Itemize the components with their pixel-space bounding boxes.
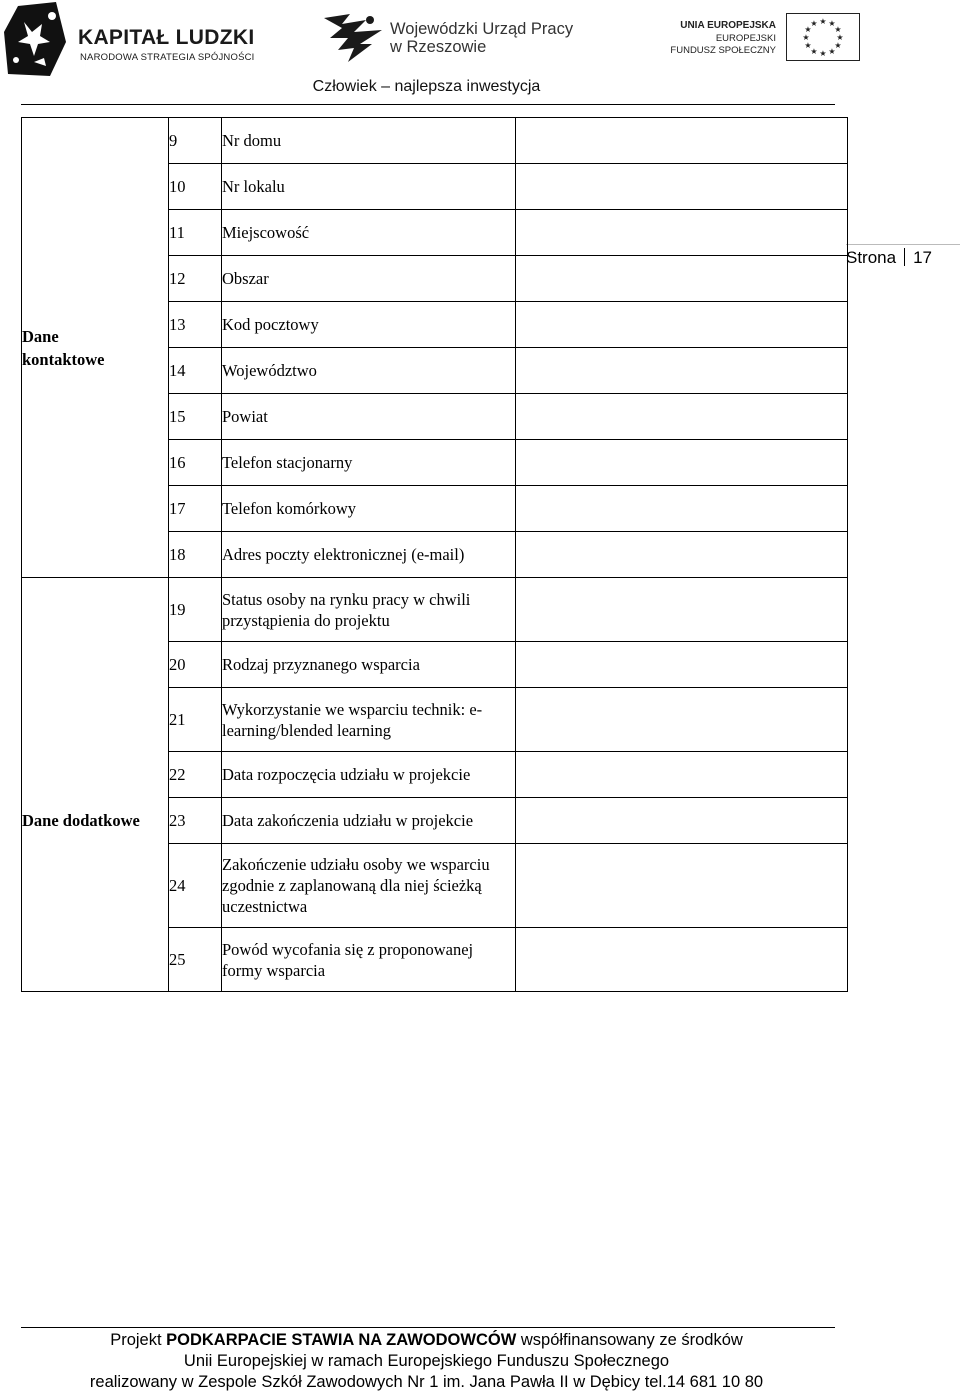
svg-text:★: ★ bbox=[810, 19, 818, 28]
row-label: Zakończenie udziału osoby we wsparciu zgodnie z zaplanowaną dla niej ścieżką uczestnictwa bbox=[222, 844, 516, 928]
row-label: Data rozpoczęcia udziału w projekcie bbox=[222, 752, 516, 798]
row-label: Nr lokalu bbox=[222, 164, 516, 210]
svg-text:★: ★ bbox=[834, 41, 842, 50]
row-label: Kod pocztowy bbox=[222, 302, 516, 348]
table-row bbox=[22, 844, 848, 928]
row-number: 13 bbox=[169, 302, 222, 348]
row-number: 23 bbox=[169, 798, 222, 844]
row-label: Data zakończenia udziału w projekcie bbox=[222, 798, 516, 844]
row-number: 15 bbox=[169, 394, 222, 440]
svg-text:★: ★ bbox=[834, 25, 842, 34]
eu-line3: FUNDUSZ SPOŁECZNY bbox=[670, 45, 776, 56]
kapital-ludzki-title: KAPITAŁ LUDZKI bbox=[78, 26, 255, 49]
row-number: 16 bbox=[169, 440, 222, 486]
svg-text:★: ★ bbox=[836, 33, 844, 42]
row-label: Telefon komórkowy bbox=[222, 486, 516, 532]
row-label: Adres poczty elektronicznej (e-mail) bbox=[222, 532, 516, 578]
group-contact-line1: Dane bbox=[22, 326, 59, 346]
kapital-ludzki-subtitle: NARODOWA STRATEGIA SPÓJNOŚCI bbox=[80, 52, 255, 63]
footer-line-3: realizowany w Zespole Szkół Zawodowych Nr 1 im. Jana Pawła II w Dębicy tel.14 681 10 80 bbox=[89, 1373, 764, 1391]
value-cell-support-type[interactable] bbox=[516, 642, 848, 688]
row-label: Status osoby na rynku pracy w chwili przystąpienia do projektu bbox=[222, 578, 516, 642]
value-cell-end-date[interactable] bbox=[516, 798, 848, 844]
row-label: Miejscowość bbox=[222, 210, 516, 256]
svg-text:★: ★ bbox=[804, 25, 812, 34]
kapital-ludzki-emblem-icon bbox=[4, 2, 68, 76]
row-label: Obszar bbox=[222, 256, 516, 302]
value-cell-postal-code[interactable] bbox=[516, 302, 848, 348]
value-cell-elearning[interactable] bbox=[516, 688, 848, 752]
footer-divider bbox=[21, 1327, 835, 1328]
footer-line-1 bbox=[0, 1331, 853, 1350]
value-cell-email[interactable] bbox=[516, 532, 848, 578]
table-row bbox=[22, 798, 848, 844]
svg-text:★: ★ bbox=[810, 47, 818, 56]
value-cell-planned-completion[interactable] bbox=[516, 844, 848, 928]
row-label: Powód wycofania się z proponowanej formy wsparcia bbox=[222, 928, 516, 992]
svg-text:★: ★ bbox=[802, 33, 810, 42]
footer-line1-suffix: współfinansowany ze środków bbox=[516, 1331, 743, 1349]
header-divider bbox=[21, 104, 835, 105]
value-cell-area[interactable] bbox=[516, 256, 848, 302]
row-number: 24 bbox=[169, 844, 222, 928]
participant-data-table bbox=[21, 117, 848, 992]
page-number bbox=[846, 248, 932, 268]
row-label: Województwo bbox=[222, 348, 516, 394]
group-additional-spacer-bottom bbox=[22, 844, 169, 992]
svg-text:★: ★ bbox=[828, 19, 836, 28]
eu-flag-icon bbox=[786, 13, 860, 61]
eu-social-fund-logo bbox=[668, 12, 864, 66]
row-number: 25 bbox=[169, 928, 222, 992]
row-number: 10 bbox=[169, 164, 222, 210]
group-additional-spacer-top bbox=[22, 578, 169, 798]
row-number: 21 bbox=[169, 688, 222, 752]
row-number: 20 bbox=[169, 642, 222, 688]
footer-project-name: PODKARPACIE STAWIA NA ZAWODOWCÓW bbox=[166, 1331, 517, 1349]
wup-name-line2: w Rzeszowie bbox=[390, 38, 487, 56]
footer-line1-prefix: Projekt bbox=[110, 1331, 167, 1349]
table-row bbox=[22, 578, 848, 642]
svg-text:★: ★ bbox=[819, 17, 827, 26]
page-number-rule bbox=[846, 244, 960, 245]
row-label: Nr domu bbox=[222, 118, 516, 164]
row-number: 12 bbox=[169, 256, 222, 302]
footer-line-2: Unii Europejskiej w ramach Europejskiego Funduszu Społecznego bbox=[183, 1352, 670, 1370]
value-cell-landline[interactable] bbox=[516, 440, 848, 486]
row-number: 18 bbox=[169, 532, 222, 578]
group-additional-data: Dane dodatkowe bbox=[22, 798, 169, 844]
page-number-separator bbox=[904, 248, 905, 266]
row-label: Telefon stacjonarny bbox=[222, 440, 516, 486]
value-cell-mobile[interactable] bbox=[516, 486, 848, 532]
group-contact-data bbox=[22, 118, 169, 578]
kapital-ludzki-logo bbox=[4, 2, 264, 76]
row-number: 9 bbox=[169, 118, 222, 164]
row-number: 14 bbox=[169, 348, 222, 394]
svg-text:★: ★ bbox=[804, 41, 812, 50]
row-label: Wykorzystanie we wsparciu technik: e-learning/blended learning bbox=[222, 688, 516, 752]
wup-rzeszow-logo bbox=[320, 10, 620, 70]
value-cell-labour-market-status[interactable] bbox=[516, 578, 848, 642]
value-cell-withdrawal-reason[interactable] bbox=[516, 928, 848, 992]
value-cell-start-date[interactable] bbox=[516, 752, 848, 798]
row-number: 11 bbox=[169, 210, 222, 256]
page-number-value: 17 bbox=[913, 248, 933, 267]
wup-emblem-icon bbox=[320, 10, 386, 66]
eu-line1: UNIA EUROPEJSKA bbox=[680, 20, 776, 31]
row-label: Powiat bbox=[222, 394, 516, 440]
svg-text:★: ★ bbox=[819, 49, 827, 58]
value-cell-flat-number[interactable] bbox=[516, 164, 848, 210]
row-label: Rodzaj przyznanego wsparcia bbox=[222, 642, 516, 688]
table-row bbox=[22, 118, 848, 164]
row-number: 22 bbox=[169, 752, 222, 798]
value-cell-voivodeship[interactable] bbox=[516, 348, 848, 394]
header-motto: Człowiek – najlepsza inwestycja bbox=[312, 78, 541, 95]
row-number: 19 bbox=[169, 578, 222, 642]
value-cell-house-number[interactable] bbox=[516, 118, 848, 164]
eu-line2: EUROPEJSKI bbox=[715, 33, 776, 44]
page-number-label: Strona bbox=[846, 248, 897, 267]
value-cell-county[interactable] bbox=[516, 394, 848, 440]
wup-name-line1: Wojewódzki Urząd Pracy bbox=[390, 20, 574, 38]
svg-text:★: ★ bbox=[828, 47, 836, 56]
group-contact-line2: kontaktowe bbox=[22, 349, 105, 369]
value-cell-city[interactable] bbox=[516, 210, 848, 256]
row-number: 17 bbox=[169, 486, 222, 532]
